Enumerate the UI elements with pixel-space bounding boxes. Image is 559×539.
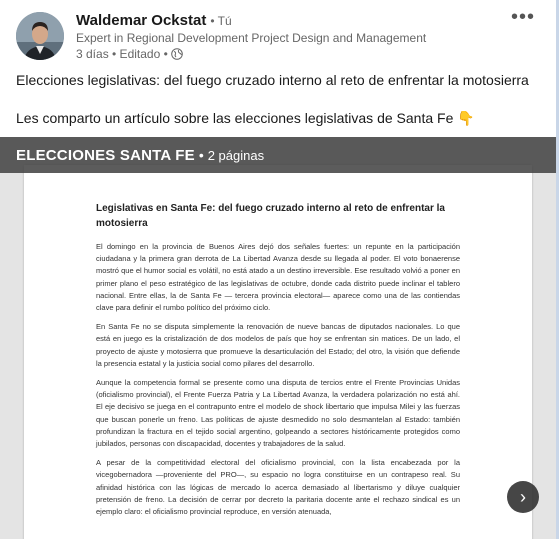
author-avatar[interactable] [16, 12, 64, 60]
document-page-count: 2 páginas [207, 147, 265, 163]
document-paragraph: A pesar de la competitividad electoral del oficialismo provincial, con la lista encabezada por la vicegobernadora —proveniente del PRO—, su espacio no logra constituirse en un contrapeso real. Su afinidad histórica con las lógicas de mercado lo acerca demasiado al libertarismo y diluye cualquier pretensión de freno. La decisión de cerrar por decreto la paritaria docente ante el rechazo sindical es un ejemplo claro: el oficialismo provincial reproduce, en versión atenuada, [96, 458, 460, 517]
document-title-bar [0, 137, 556, 173]
document-title: ELECCIONES SANTA FE [16, 146, 195, 164]
post-header [16, 6, 549, 65]
you-badge: • Tú [210, 14, 232, 28]
document-separator: • [198, 147, 204, 163]
document-page [24, 165, 532, 539]
document-viewer[interactable] [0, 137, 556, 539]
post-line-2: Les comparto un artículo sobre las elecciones legislativas de Santa Fe 👇 [16, 110, 475, 126]
document-paragraph: En Santa Fe no se disputa simplemente la renovación de nueve bancas de diputados nacionales. Lo que está en juego es la cristalización de dos modelos de país que hoy se enfrentan sin matices. De un lado, el proyecto de ajuste y motosierra que promueve la desarticulación del Estado; del otro, la visión que defiende la presencia estatal y la justicia social como pilares del desarrollo. [96, 322, 460, 368]
post-text [16, 71, 546, 128]
chevron-right-icon: › [520, 486, 526, 507]
author-headline: Expert in Regional Development Project Design and Management [76, 31, 427, 45]
document-paragraph: El domingo en la provincia de Buenos Aires dejó dos señales fuertes: un repunte en la participación ciudadana y la primera gran derrota de La Libertad Avanza desde su llegada al poder. El voto bonaerense mostró que el humor social es volátil, no está atado a un destino irreversible. Ese resultado volvió a poner en primer plano el peso estratégico de las legislativas de octubre, donde cada distrito puede inclinar el tablero nacional. Entre ellas, la de Santa Fe — tercera provincia electoral— aparece como una de las contiendas clave para definir el rumbo político del próximo ciclo. [96, 242, 460, 313]
document-paragraph: Aunque la competencia formal se presente como una disputa de tercios entre el Frente Provincias Unidas (oficialismo provincial), el Frente Fuerza Patria y La Libertad Avanza, la verdadera polarización no está ahí. El eje decisivo se juega en el contrapunto entre el modelo de shock libertario que impulsa Milei y las fuerzas que buscan ponerle un freno. Las políticas de ajuste desmedido no solo desmantelan al Estado: también profundizan la fractura en el tejido social argentino, golpeando a sectores históricamente protegidos como jubilados, personas con discapacidad, docentes y trabajadores de la salud. [96, 378, 460, 449]
document-page-content [96, 201, 460, 525]
next-page-button[interactable] [507, 481, 539, 513]
document-heading: Legislativas en Santa Fe: del fuego cruzado interno al reto de enfrentar la motosierra [96, 203, 445, 229]
avatar-photo-icon [16, 12, 64, 60]
post-line-1: Elecciones legislativas: del fuego cruzado interno al reto de enfrentar la motosierra [16, 72, 529, 88]
author-name[interactable]: Waldemar Ockstat [76, 12, 207, 29]
author-name-line [76, 12, 232, 29]
more-options-button[interactable]: ••• [510, 6, 535, 28]
post-meta [76, 47, 183, 61]
globe-icon [171, 48, 183, 60]
post-meta-text: 3 días • Editado • [76, 47, 168, 61]
